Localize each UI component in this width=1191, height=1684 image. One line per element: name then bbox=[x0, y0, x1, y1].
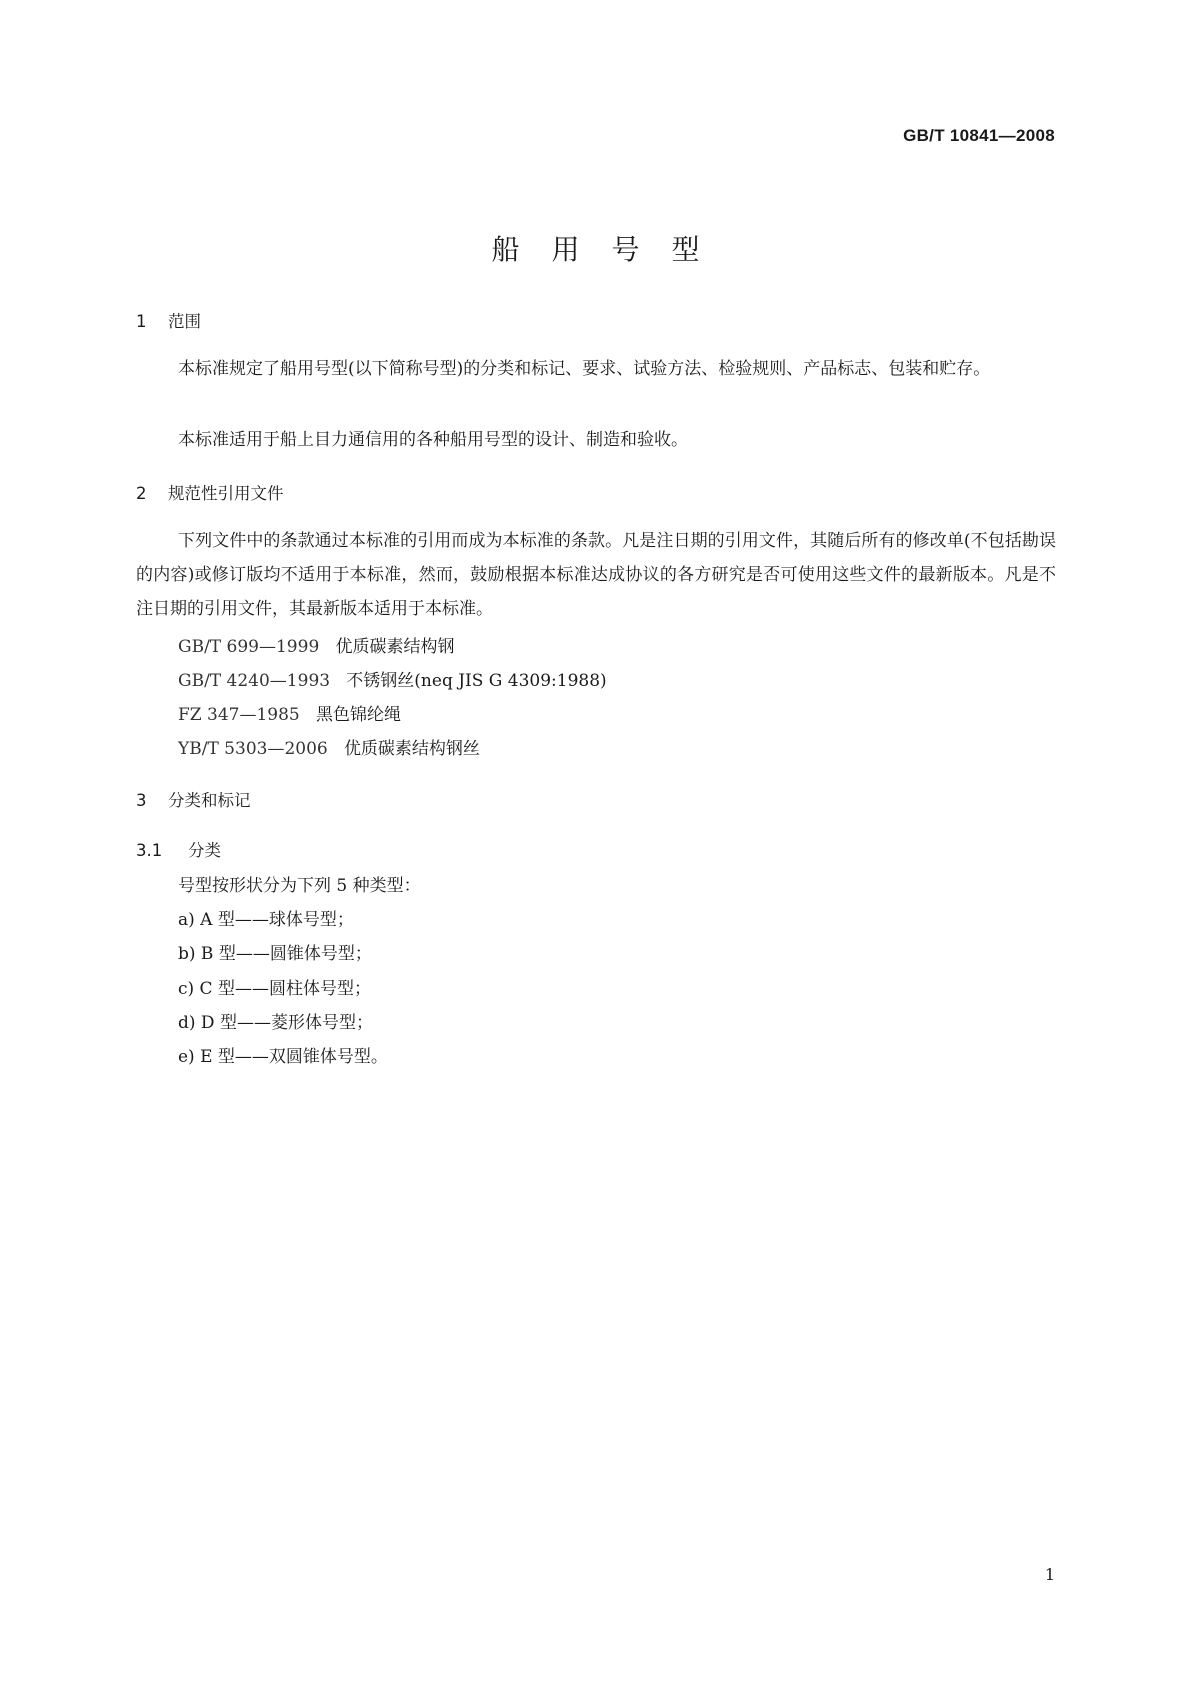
section-3-heading bbox=[136, 787, 251, 811]
section-number: 2 bbox=[136, 484, 147, 503]
reference-title: 黑色锦纶绳 bbox=[315, 705, 401, 725]
subsection-title: 分类 bbox=[188, 841, 221, 860]
classification-item: e) E 型——双圆锥体号型。 bbox=[178, 1047, 388, 1067]
classification-item: b) B 型——圆锥体号型； bbox=[178, 944, 372, 964]
reference-title: 优质碳素结构钢丝 bbox=[343, 739, 480, 759]
reference-code: YB/T 5303—2006 bbox=[178, 739, 328, 759]
section-number: 1 bbox=[136, 312, 147, 331]
subsection-number: 3.1 bbox=[136, 841, 163, 860]
reference-code: FZ 347—1985 bbox=[178, 705, 300, 725]
page-number: 1 bbox=[1044, 1565, 1055, 1584]
section-number: 3 bbox=[136, 791, 147, 810]
section-title: 范围 bbox=[168, 312, 201, 331]
reference-code: GB/T 699—1999 bbox=[178, 637, 320, 657]
classification-item: a) A 型——球体号型； bbox=[178, 910, 354, 930]
classification-item: d) D 型——菱形体号型； bbox=[178, 1013, 373, 1033]
section-1-paragraph-1: 本标准规定了船用号型(以下简称号型)的分类和标记、要求、试验方法、检验规则、产品标志、包装和贮存。 bbox=[178, 359, 991, 379]
classification-item: c) C 型——圆柱体号型； bbox=[178, 979, 371, 999]
section-1-paragraph-2: 本标准适用于船上目力通信用的各种船用号型的设计、制造和验收。 bbox=[178, 430, 688, 450]
section-1-heading bbox=[136, 308, 201, 332]
classification-intro: 号型按形状分为下列 5 种类型： bbox=[178, 876, 421, 896]
document-title: 船用号型 bbox=[491, 233, 732, 266]
reference-code: GB/T 4240—1993 bbox=[178, 671, 331, 691]
section-title: 分类和标记 bbox=[168, 791, 251, 810]
reference-item bbox=[178, 666, 607, 691]
reference-item bbox=[178, 700, 401, 725]
reference-title: 优质碳素结构钢 bbox=[335, 637, 455, 657]
standard-code: GB/T 10841—2008 bbox=[903, 126, 1055, 145]
section-2-heading bbox=[136, 480, 284, 504]
section-3-1-heading bbox=[136, 837, 221, 861]
section-title: 规范性引用文件 bbox=[168, 484, 284, 503]
section-2-paragraph: 下列文件中的条款通过本标准的引用而成为本标准的条款。凡是注日期的引用文件，其随后所有的修改单(不包括勘误的内容)或修订版均不适用于本标准，然而，鼓励根据本标准达成协议的各方研究是否可使用这些文件的最新版本。凡是不注日期的引用文件，其最新版本适用于本标准。 bbox=[136, 531, 1056, 619]
reference-title: 不锈钢丝(neq JIS G 4309:1988) bbox=[346, 671, 607, 691]
reference-item bbox=[178, 734, 480, 759]
reference-item bbox=[178, 632, 454, 657]
